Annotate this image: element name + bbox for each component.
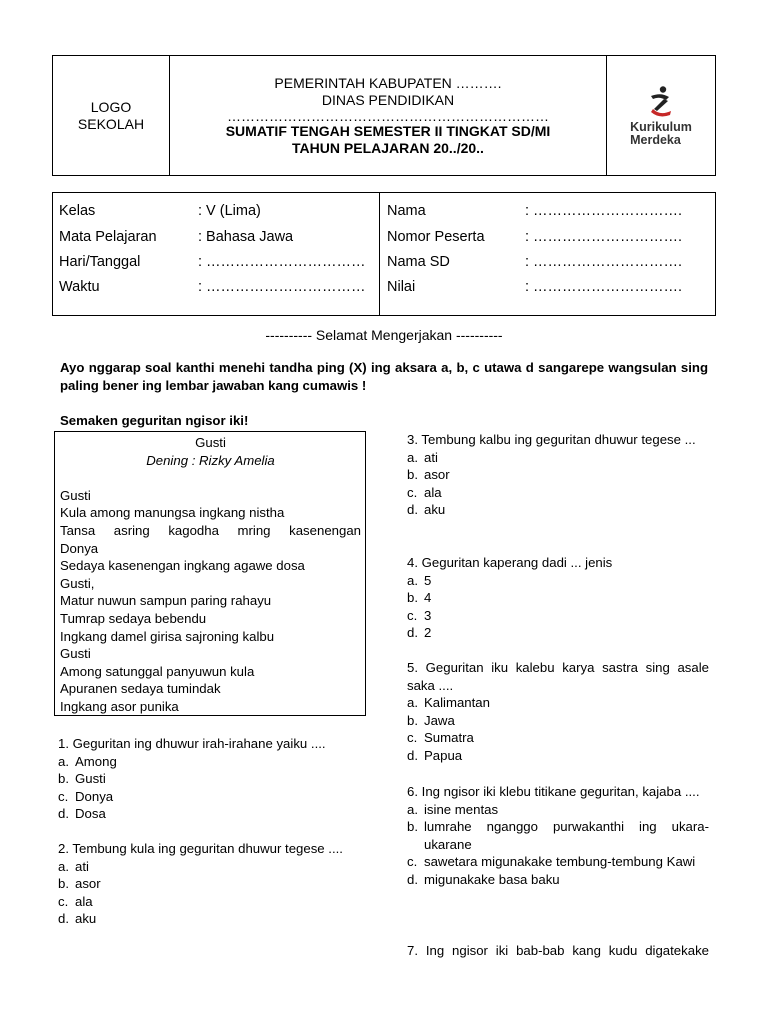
value-waktu: : …………………………… <box>198 279 366 295</box>
value-mata-pelajaran: : Bahasa Jawa <box>198 229 294 245</box>
poem-line: Gusti <box>60 487 91 503</box>
option-a[interactable]: a. Kalimantan <box>407 695 490 711</box>
poem-line: Tumrap sedaya bebendu <box>60 610 207 626</box>
poem-line: Sedaya kasenengan ingkang agawe dosa <box>60 558 305 574</box>
option-b[interactable]: b. Jawa <box>407 712 455 728</box>
identity-right-column <box>380 193 715 315</box>
brand-merdeka: Merdeka <box>630 132 681 147</box>
option-b[interactable]: b. lumrahe nganggo purwakanthi ing ukara-ukarane <box>407 819 709 852</box>
question-1 <box>58 735 362 823</box>
poem-line: Tansa asring kagodha mring kasenengan <box>60 522 361 538</box>
label-waktu: Waktu <box>59 279 100 295</box>
option-c[interactable]: c. Donya <box>58 788 114 804</box>
option-d[interactable]: d. migunakake basa baku <box>407 871 560 887</box>
label-kelas: Kelas <box>59 203 96 219</box>
option-a[interactable]: a. 5 <box>407 572 432 588</box>
brand-kurikulum: Kurikulum <box>630 119 692 134</box>
question-stem: 6. Ing ngisor iki klebu titikane geguritan, kajaba .... <box>407 784 700 799</box>
identity-left-column <box>53 193 380 315</box>
instruction: Ayo nggarap soal kanthi menehi tandha ping (X) ing aksara a, b, c utawa d sangarepe wangsulan sing paling bener ing lembar jawaban kang cumawis ! <box>60 360 708 393</box>
logo-label-line1: LOGO <box>90 98 132 115</box>
poem-title: Gusti <box>195 435 226 450</box>
poem-line: Gusti, <box>60 575 95 591</box>
option-b[interactable]: b. 4 <box>407 590 432 606</box>
value-hari-tanggal: : …………………………… <box>198 254 366 270</box>
greeting: ---------- Selamat Mengerjakan ---------- <box>265 327 503 343</box>
option-c[interactable]: c. ala <box>58 893 93 909</box>
poem-line: Apuranen sedaya tumindak <box>60 681 221 697</box>
option-b[interactable]: b. asor <box>407 467 450 483</box>
poem-line: Matur nuwun sampun paring rahayu <box>60 593 272 609</box>
question-stem: 1. Geguritan ing dhuwur irah-irahane yaiku .... <box>58 736 326 751</box>
option-a[interactable]: a. Among <box>58 753 117 769</box>
option-c[interactable]: c. ala <box>407 484 442 500</box>
poem-line: Kula among manungsa ingkang nistha <box>60 505 285 521</box>
label-nama-sd: Nama SD <box>387 254 450 270</box>
header-government: PEMERINTAH KABUPATEN ………. <box>274 74 502 91</box>
school-logo-placeholder <box>53 56 170 175</box>
question-stem: 2. Tembung kula ing geguritan dhuwur tegese .... <box>58 841 343 856</box>
value-kelas: : V (Lima) <box>198 203 261 219</box>
section-title: Semaken geguritan ngisor iki! <box>60 413 249 428</box>
poem-box <box>54 431 366 716</box>
header-title-block <box>170 56 607 175</box>
label-nilai: Nilai <box>387 279 416 295</box>
header-department: DINAS PENDIDIKAN <box>321 91 455 108</box>
option-d[interactable]: d. Papua <box>407 747 463 763</box>
option-d[interactable]: d. 2 <box>407 625 432 641</box>
value-nomor-peserta: : …………………………. <box>525 229 683 245</box>
question-3 <box>407 431 709 519</box>
option-a[interactable]: a. ati <box>58 858 89 874</box>
label-hari-tanggal: Hari/Tanggal <box>59 254 141 270</box>
label-nama: Nama <box>387 203 426 219</box>
header-school-year: TAHUN PELAJARAN 20../20.. <box>292 139 484 156</box>
value-nilai: : …………………………. <box>525 279 683 295</box>
poem-line: Donya <box>60 540 99 556</box>
poem-line: Ingkang asor punika <box>60 698 179 714</box>
poem-author: Dening : Rizky Amelia <box>146 452 275 468</box>
value-nama-sd: : …………………………. <box>525 254 683 270</box>
option-b[interactable]: b. asor <box>58 876 101 892</box>
question-5 <box>407 659 709 765</box>
kurikulum-merdeka-logo <box>607 56 715 175</box>
question-7 <box>407 942 709 960</box>
question-stem: 4. Geguritan kaperang dadi ... jenis <box>407 555 613 570</box>
question-6 <box>407 783 709 889</box>
option-d[interactable]: d. Dosa <box>58 806 106 822</box>
label-mata-pelajaran: Mata Pelajaran <box>59 229 157 245</box>
header-exam-title: SUMATIF TENGAH SEMESTER II TINGKAT SD/MI <box>225 122 551 139</box>
question-stem: 7. Ing ngisor iki bab-bab kang kudu digatekake <box>407 943 709 958</box>
label-nomor-peserta: Nomor Peserta <box>387 229 485 245</box>
question-stem: 3. Tembung kalbu ing geguritan dhuwur tegese ... <box>407 432 696 447</box>
poem-line: Gusti <box>60 646 91 662</box>
value-nama: : …………………………. <box>525 203 683 219</box>
option-d[interactable]: d. aku <box>58 911 97 927</box>
poem-line: Among satunggal panyuwun kula <box>60 663 255 679</box>
header-dotted-line: …………………………………………………………… <box>227 107 549 124</box>
student-identity-table <box>52 192 716 316</box>
logo-label-line2: SEKOLAH <box>77 115 145 132</box>
question-2 <box>58 840 362 928</box>
poem-line: Ingkang damel girisa sajroning kalbu <box>60 628 275 644</box>
question-stem: 5. Geguritan iku kalebu karya sastra sing asale saka .... <box>407 660 709 693</box>
option-a[interactable]: a. isine mentas <box>407 801 499 817</box>
exam-header <box>52 55 716 176</box>
option-a[interactable]: a. ati <box>407 449 438 465</box>
kurikulum-merdeka-icon <box>646 85 676 119</box>
question-4 <box>407 554 709 642</box>
option-c[interactable]: c. 3 <box>407 607 432 623</box>
option-c[interactable]: c. sawetara migunakake tembung-tembung Kawi <box>407 854 696 870</box>
option-c[interactable]: c. Sumatra <box>407 730 474 746</box>
option-d[interactable]: d. aku <box>407 502 446 518</box>
option-b[interactable]: b. Gusti <box>58 771 106 787</box>
